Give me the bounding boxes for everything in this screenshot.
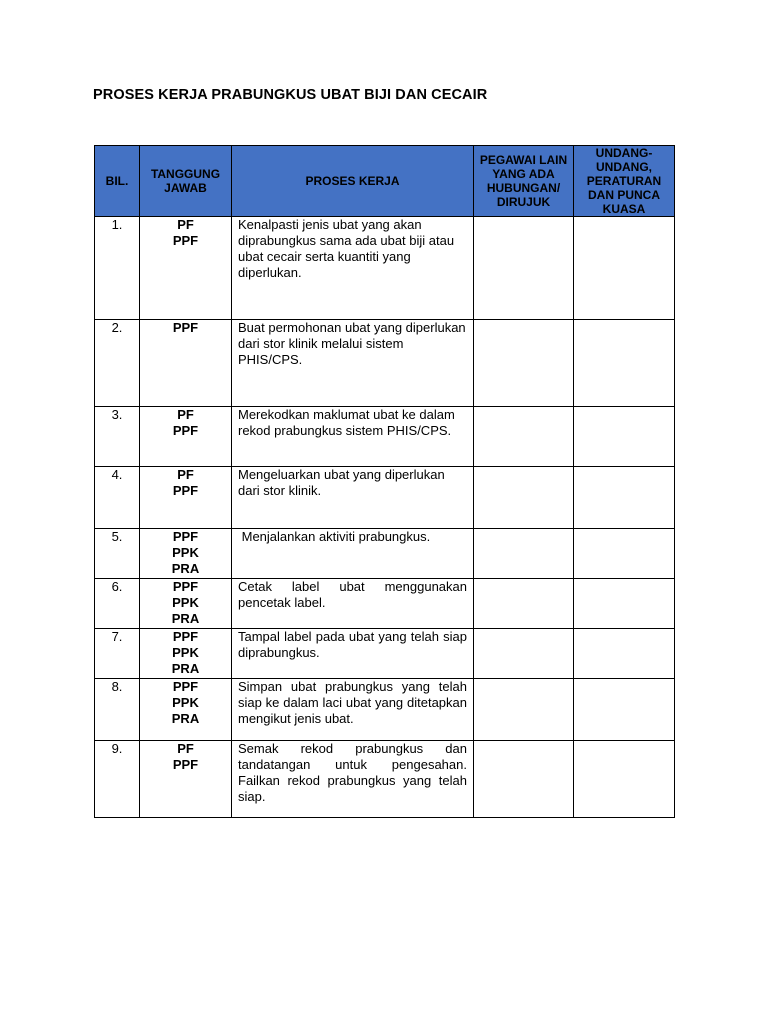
process-text: Tampal label pada ubat yang telah siap diprabungkus.: [232, 629, 474, 679]
responsibility-cell: [140, 629, 232, 679]
row-number: 5.: [95, 529, 140, 579]
responsibility-code: PRA: [171, 611, 200, 626]
responsibility-cell: [140, 217, 232, 320]
responsibility-cell: [140, 579, 232, 629]
process-text: Merekodkan maklumat ubat ke dalam rekod prabungkus sistem PHIS/CPS.: [232, 407, 474, 467]
responsibility-code: PF: [177, 741, 194, 756]
pegawai-cell: [474, 529, 574, 579]
undang-cell: [574, 679, 675, 741]
responsibility-cell: [140, 529, 232, 579]
pegawai-cell: [474, 741, 574, 818]
undang-cell: [574, 741, 675, 818]
header-tanggung-jawab: TANGGUNG JAWAB: [140, 146, 232, 217]
responsibility-code: PPF: [172, 579, 199, 594]
responsibility-cell: [140, 679, 232, 741]
responsibility-code: PPF: [172, 483, 199, 498]
process-text: Cetak label ubat menggunakan pencetak label.: [232, 579, 474, 629]
header-bil: BIL.: [95, 146, 140, 217]
header-proses-kerja: PROSES KERJA: [232, 146, 474, 217]
responsibility-code: PPF: [172, 233, 199, 248]
table-row: [95, 629, 675, 679]
undang-cell: [574, 529, 675, 579]
header-undang-undang: UNDANG-UNDANG, PERATURAN DAN PUNCA KUASA: [574, 146, 675, 217]
pegawai-cell: [474, 407, 574, 467]
table-row: [95, 741, 675, 818]
responsibility-code: PPF: [172, 757, 199, 772]
undang-cell: [574, 467, 675, 529]
pegawai-cell: [474, 679, 574, 741]
table-header-row: [95, 146, 675, 217]
table-row: [95, 529, 675, 579]
process-text: Mengeluarkan ubat yang diperlukan dari stor klinik.: [232, 467, 474, 529]
responsibility-code: PF: [177, 217, 194, 232]
row-number: 7.: [95, 629, 140, 679]
pegawai-cell: [474, 629, 574, 679]
responsibility-code: PPF: [172, 679, 199, 694]
row-number: 1.: [95, 217, 140, 320]
responsibility-code: PPF: [172, 320, 199, 335]
pegawai-cell: [474, 579, 574, 629]
process-text: Buat permohonan ubat yang diperlukan dari stor klinik melalui sistem PHIS/CPS.: [232, 320, 474, 407]
undang-cell: [574, 320, 675, 407]
process-text: Menjalankan aktiviti prabungkus.: [232, 529, 474, 579]
row-number: 2.: [95, 320, 140, 407]
responsibility-code: PF: [177, 467, 194, 482]
responsibility-code: PPK: [172, 645, 199, 660]
table-row: [95, 320, 675, 407]
responsibility-code: PPF: [172, 529, 199, 544]
process-table: [94, 145, 675, 818]
responsibility-code: PRA: [171, 561, 200, 576]
responsibility-code: PPK: [172, 545, 199, 560]
responsibility-code: PF: [177, 407, 194, 422]
pegawai-cell: [474, 320, 574, 407]
table-row: [95, 217, 675, 320]
process-text: Simpan ubat prabungkus yang telah siap ke dalam laci ubat yang ditetapkan mengikut jenis ubat.: [232, 679, 474, 741]
header-pegawai-lain: PEGAWAI LAIN YANG ADA HUBUNGAN/ DIRUJUK: [474, 146, 574, 217]
responsibility-code: PPK: [172, 695, 199, 710]
pegawai-cell: [474, 217, 574, 320]
undang-cell: [574, 217, 675, 320]
table-row: [95, 679, 675, 741]
responsibility-code: PRA: [171, 661, 200, 676]
row-number: 8.: [95, 679, 140, 741]
document-title: PROSES KERJA PRABUNGKUS UBAT BIJI DAN CECAIR: [93, 87, 488, 103]
responsibility-cell: [140, 467, 232, 529]
undang-cell: [574, 407, 675, 467]
table-row: [95, 407, 675, 467]
responsibility-code: PPK: [172, 595, 199, 610]
table-row: [95, 579, 675, 629]
responsibility-cell: [140, 320, 232, 407]
undang-cell: [574, 579, 675, 629]
responsibility-code: PRA: [171, 711, 200, 726]
row-number: 3.: [95, 407, 140, 467]
row-number: 4.: [95, 467, 140, 529]
process-text: Kenalpasti jenis ubat yang akan diprabungkus sama ada ubat biji atau ubat cecair serta kuantiti yang diperlukan.: [232, 217, 474, 320]
responsibility-cell: [140, 741, 232, 818]
responsibility-cell: [140, 407, 232, 467]
responsibility-code: PPF: [172, 423, 199, 438]
table-row: [95, 467, 675, 529]
undang-cell: [574, 629, 675, 679]
row-number: 9.: [95, 741, 140, 818]
row-number: 6.: [95, 579, 140, 629]
pegawai-cell: [474, 467, 574, 529]
process-text: Semak rekod prabungkus dan tandatangan untuk pengesahan. Failkan rekod prabungkus yang telah siap.: [232, 741, 474, 818]
responsibility-code: PPF: [172, 629, 199, 644]
